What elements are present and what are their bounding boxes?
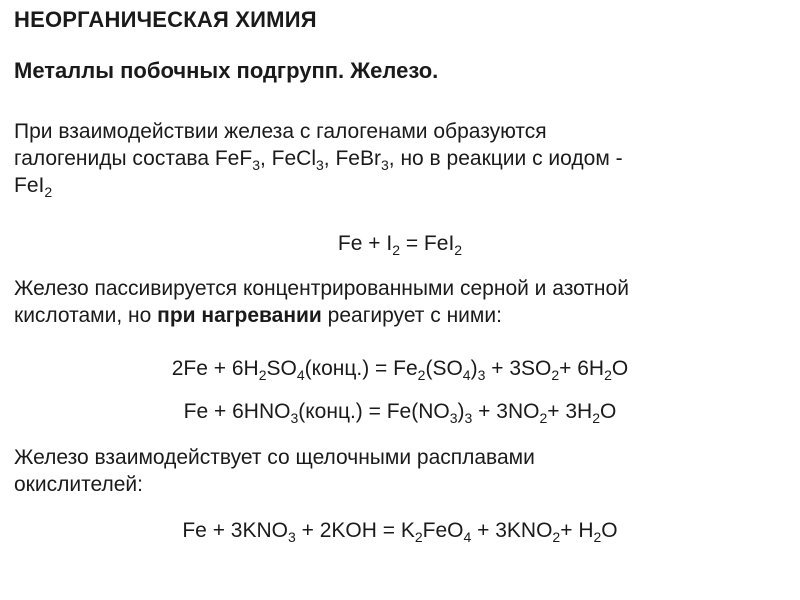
paragraph-line: кислотами, но при нагревании реагирует с ними: bbox=[14, 304, 502, 327]
paragraph-passivation bbox=[14, 275, 629, 329]
paragraph-halogens bbox=[14, 118, 623, 199]
paragraph-line: При взаимодействии железа с галогенами образуются bbox=[14, 120, 547, 143]
equation-fe-iodine: $Fe + I_2 = FeI_2$ bbox=[337, 232, 463, 258]
paragraph-alkaline-melts bbox=[14, 444, 535, 498]
paragraph-line: окислителей: bbox=[14, 473, 143, 496]
equation-fe-nitric: $Fe + 6HNO_3(конц.) = Fe(NO_3)_3 + 3NO_2+ 3H_2O$ bbox=[183, 400, 617, 426]
emphasis-heating: при нагревании bbox=[157, 304, 322, 327]
paragraph-line: Железо взаимодействует со щелочными расплавами bbox=[14, 446, 535, 469]
page-subtitle: Металлы побочных подгрупп. Железо. bbox=[14, 58, 439, 83]
equation-fe-oxidizer-melt: $Fe + 3KNO_3 + 2KOH = K_2FeO_4 + 3KNO_2+ H_2O$ bbox=[182, 519, 618, 545]
page-title: НЕОРГАНИЧЕСКАЯ ХИМИЯ bbox=[14, 7, 317, 32]
equation-fe-sulfuric: $2Fe + 6H_2SO_4(конц.) = Fe_2(SO_4)_3 + 3SO_2+ 6H_2O$ bbox=[171, 357, 629, 383]
paragraph-line: Железо пассивируется концентрированными серной и азотной bbox=[14, 277, 629, 300]
paragraph-line: галогениды состава FeF$_3$, FeCl$_3$, FeBr$_3$, но в реакции с иодом - bbox=[14, 147, 623, 173]
paragraph-line: FeI$_2$ bbox=[14, 174, 53, 200]
